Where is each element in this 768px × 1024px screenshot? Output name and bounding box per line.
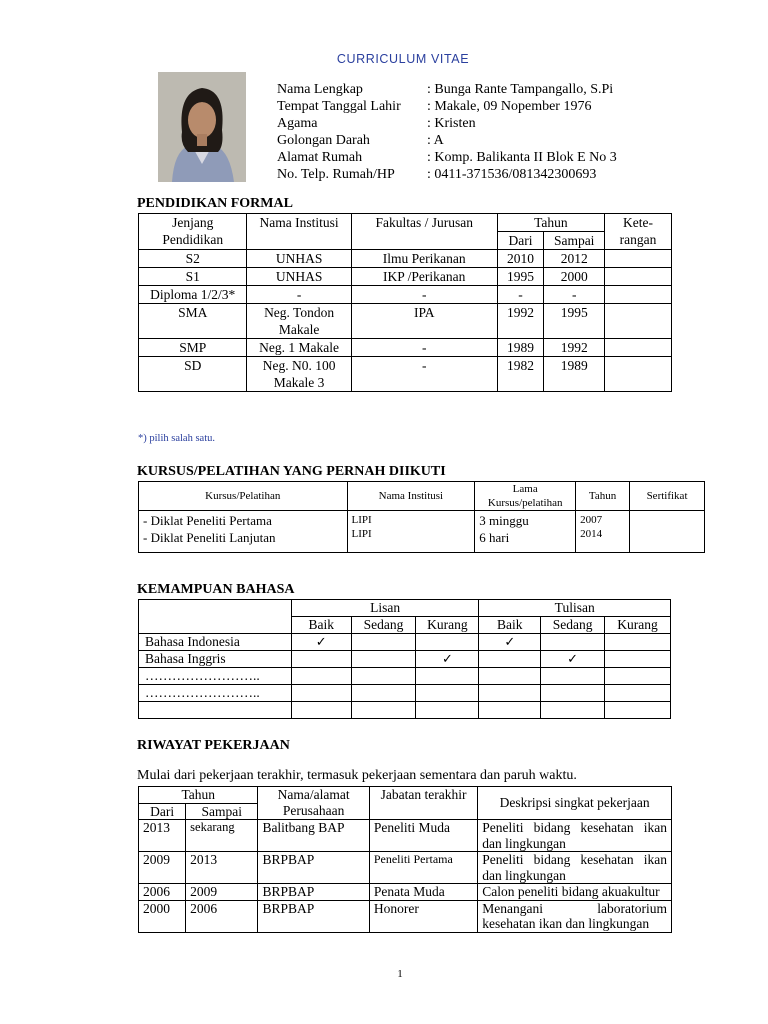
cell-ket [605,286,672,304]
header-dari: Dari [139,803,186,820]
cell-jabatan: Peneliti Pertama [369,852,477,884]
table-header-row [139,214,672,232]
info-value: : 0411-371536/081342300693 [427,167,597,182]
cell-fakultas: Ilmu Perikanan [351,250,497,268]
proficiency-cell [416,634,479,651]
work-table [138,786,672,933]
header-tulisan: Tulisan [479,600,671,617]
cell-perusahaan: BRPBAP [258,900,369,932]
header-jenjang: Jenjang Pendidikan [139,214,247,250]
header-tahun: Tahun [497,214,604,232]
proficiency-cell [291,634,351,651]
header-fakultas: Fakultas / Jurusan [351,214,497,250]
table-row [139,304,672,339]
cell-deskripsi: Peneliti bidang kesehatan ikan dan lingkungan [478,852,672,884]
cell-perusahaan: BRPBAP [258,884,369,901]
proficiency-cell [541,685,605,702]
table-row [139,884,672,901]
proficiency-cell [605,668,671,685]
institution-name: LIPI [351,514,372,526]
section-title-language: KEMAMPUAN BAHASA [137,582,295,597]
cell-nama: Neg. N0. 100 Makale 3 [247,357,351,392]
table-header-row [139,600,671,617]
cell-jenjang: SMP [139,339,247,357]
course-year: 2014 [580,528,603,540]
checkmark-icon: ✓ [567,651,579,666]
table-row [139,339,672,357]
cell-jabatan: Honorer [369,900,477,932]
info-label: Golongan Darah [277,133,370,148]
cell-institusi [347,511,475,553]
info-label: Alamat Rumah [277,150,363,165]
info-value: : Kristen [427,116,476,131]
header-level: Sedang [541,617,605,634]
table-row [139,634,671,651]
header-tahun: Tahun [576,482,630,511]
proficiency-cell [416,668,479,685]
cell-perusahaan: Balitbang BAP [258,820,369,852]
proficiency-cell [416,651,479,668]
header-tahun: Tahun [139,787,258,804]
info-label: No. Telp. Rumah/HP [277,167,395,182]
cell-nama: Neg. 1 Makale [247,339,351,357]
cell-fakultas: - [351,357,497,392]
header-sertifikat: Sertifikat [630,482,705,511]
table-row [139,511,705,553]
cell-fakultas: - [351,339,497,357]
header-perusahaan: Nama/alamat Perusahaan [258,787,369,820]
header-level: Baik [479,617,541,634]
cell-dari: 1992 [497,304,544,339]
institution-name: LIPI [351,528,372,540]
proficiency-cell [351,702,416,719]
cell-dari: 2010 [497,250,544,268]
cell-jenjang: SD [139,357,247,392]
proficiency-cell [416,702,479,719]
cell-dari: 1989 [497,339,544,357]
proficiency-cell [479,651,541,668]
header-level: Kurang [605,617,671,634]
info-value: : Bunga Rante Tampangallo, S.Pi [427,82,614,97]
cell-dari: 1982 [497,357,544,392]
cell-nama: UNHAS [247,250,351,268]
checkmark-icon: ✓ [441,651,453,666]
header-kursus: Kursus/Pelatihan [139,482,348,511]
info-value: : A [427,133,444,148]
course-duration: 6 hari [479,530,510,545]
proficiency-cell [541,634,605,651]
table-header-row [139,482,705,511]
course-name: - Diklat Peneliti Lanjutan [143,530,276,545]
checkmark-icon: ✓ [504,634,516,649]
header-dari: Dari [497,232,544,250]
proficiency-cell [541,668,605,685]
proficiency-cell [291,651,351,668]
cell-dari: 1995 [497,268,544,286]
cell-jenjang: SMA [139,304,247,339]
table-row [139,900,672,932]
header-sampai: Sampai [544,232,605,250]
header-jabatan: Jabatan terakhir [369,787,477,820]
cell-fakultas: IPA [351,304,497,339]
table-row [139,651,671,668]
cell-deskripsi: Menangani laboratorium kesehatan ikan dan lingkungan [478,900,672,932]
footnote: *) pilih salah satu. [138,433,215,444]
info-label: Agama [277,116,318,131]
info-value: : Komp. Balikanta II Blok E No 3 [427,150,617,165]
cell-nama: UNHAS [247,268,351,286]
info-label: Tempat Tanggal Lahir [277,99,401,114]
proficiency-cell [479,634,541,651]
cell-sampai: - [544,286,605,304]
proficiency-cell [605,651,671,668]
cell-sampai: 2013 [186,852,258,884]
cell-sertifikat [630,511,705,553]
proficiency-cell [291,668,351,685]
cell-ket [605,304,672,339]
page-number: 1 [397,968,403,980]
proficiency-cell [605,702,671,719]
cell-sampai: 2009 [186,884,258,901]
table-row [139,668,671,685]
language-name [139,702,292,719]
table-row [139,702,671,719]
section-title-education: PENDIDIKAN FORMAL [137,196,293,211]
table-row [139,268,672,286]
header-blank [139,600,292,634]
cell-ket [605,250,672,268]
language-name: …………………….. [139,668,292,685]
work-intro: Mulai dari pekerjaan terakhir, termasuk pekerjaan sementara dan paruh waktu. [137,768,577,783]
language-name: Bahasa Inggris [139,651,292,668]
language-name: Bahasa Indonesia [139,634,292,651]
cell-fakultas: IKP /Perikanan [351,268,497,286]
header-lama: Lama Kursus/pelatihan [475,482,576,511]
cell-dari: - [497,286,544,304]
cell-sampai: 1992 [544,339,605,357]
proficiency-cell [605,634,671,651]
cell-sampai: 1989 [544,357,605,392]
cell-nama: Neg. Tondon Makale [247,304,351,339]
cell-dari: 2006 [139,884,186,901]
cell-sampai: 2012 [544,250,605,268]
cell-sampai: sekarang [186,820,258,852]
language-name: …………………….. [139,685,292,702]
language-rows [139,634,671,719]
cell-jabatan: Penata Muda [369,884,477,901]
proficiency-cell [291,685,351,702]
proficiency-cell [416,685,479,702]
table-header-row [139,787,672,804]
cell-nama: - [247,286,351,304]
cell-perusahaan: BRPBAP [258,852,369,884]
table-row [139,357,672,392]
header-nama: Nama Institusi [247,214,351,250]
table-row [139,685,671,702]
proficiency-cell [351,634,416,651]
cell-tahun [576,511,630,553]
cell-kursus [139,511,348,553]
proficiency-cell [351,668,416,685]
header-institusi: Nama Institusi [347,482,475,511]
info-label: Nama Lengkap [277,82,363,97]
education-table [138,213,672,392]
header-level: Kurang [416,617,479,634]
cell-jabatan: Peneliti Muda [369,820,477,852]
cell-jenjang: Diploma 1/2/3* [139,286,247,304]
proficiency-cell [291,702,351,719]
table-row [139,286,672,304]
courses-table [138,481,705,553]
info-value: : Makale, 09 Nopember 1976 [427,99,592,114]
course-duration: 3 minggu [479,513,529,528]
cell-jenjang: S1 [139,268,247,286]
table-row [139,250,672,268]
checkmark-icon: ✓ [315,634,327,649]
proficiency-cell [479,685,541,702]
cell-sampai: 2000 [544,268,605,286]
header-keterangan: Kete- rangan [605,214,672,250]
header-lisan: Lisan [291,600,479,617]
cell-sampai: 1995 [544,304,605,339]
section-title-courses: KURSUS/PELATIHAN YANG PERNAH DIIKUTI [137,464,446,479]
header-sampai: Sampai [186,803,258,820]
header-level: Baik [291,617,351,634]
cell-dari: 2000 [139,900,186,932]
cell-jenjang: S2 [139,250,247,268]
proficiency-cell [351,685,416,702]
cell-sampai: 2006 [186,900,258,932]
proficiency-cell [351,651,416,668]
cell-lama [475,511,576,553]
table-row [139,820,672,852]
cell-ket [605,339,672,357]
proficiency-cell [605,685,671,702]
cell-ket [605,268,672,286]
document-title: CURRICULUM VITAE [336,52,470,66]
profile-photo [158,72,246,182]
course-year: 2007 [580,514,603,526]
header-level: Sedang [351,617,416,634]
cell-dari: 2009 [139,852,186,884]
cell-fakultas: - [351,286,497,304]
proficiency-cell [479,702,541,719]
proficiency-cell [479,668,541,685]
table-row [139,852,672,884]
header-deskripsi: Deskripsi singkat pekerjaan [478,787,672,820]
cell-deskripsi: Calon peneliti bidang akuakultur [478,884,672,901]
course-name: - Diklat Peneliti Pertama [143,513,272,528]
language-table [138,599,671,719]
section-title-work: RIWAYAT PEKERJAAN [137,738,290,753]
cell-deskripsi: Peneliti bidang kesehatan ikan dan lingkungan [478,820,672,852]
cell-dari: 2013 [139,820,186,852]
proficiency-cell [541,651,605,668]
proficiency-cell [541,702,605,719]
cell-ket [605,357,672,392]
